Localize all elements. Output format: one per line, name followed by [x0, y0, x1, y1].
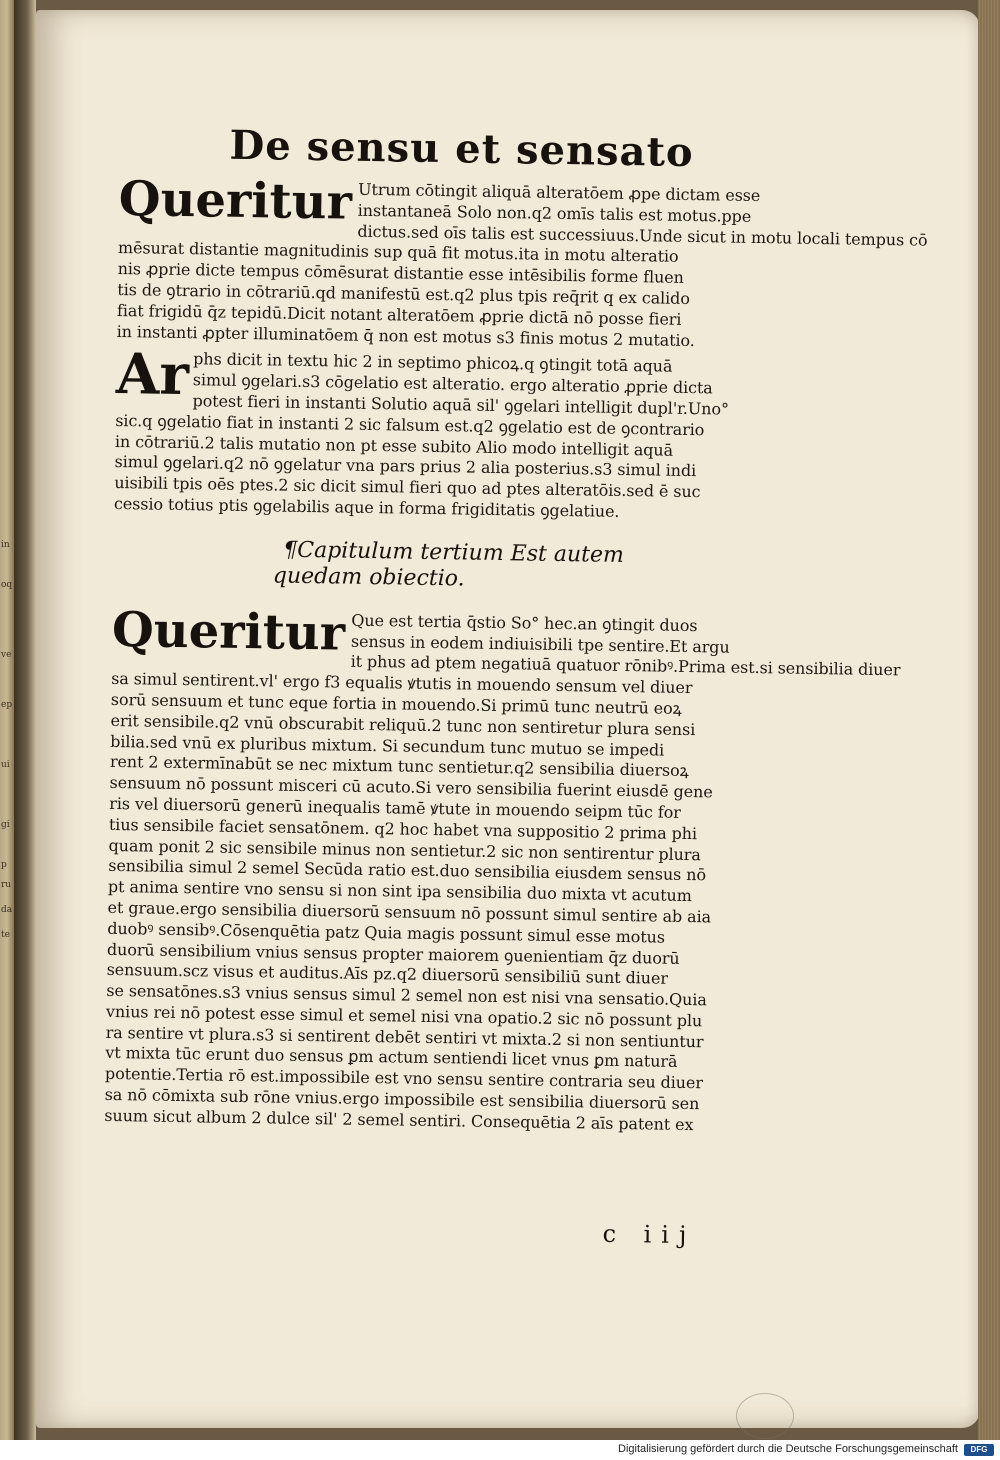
text-line: cessio totius ptis ꝯgelabilis aque in forma frigiditatis ꝯgelatiue.: [113, 493, 620, 521]
funding-notice[interactable]: Digitalisierung gefördert durch die Deutsche Forschungsgemeinschaft: [618, 1443, 958, 1455]
text-line: bilia.sed vnū ex pluribus mixtum. Si secundum tunc mutuo se impedi: [110, 731, 665, 760]
signature-mark: c iij: [602, 1219, 697, 1250]
text-line: duobꝰ sensibꝰ.Cōsenquētia patz Quia magis possunt simul esse motus: [107, 918, 666, 947]
text-line: potest fieri in instanti Solutio aquā sil' ꝯgelari intelligit dupl'r.Uno°: [192, 391, 730, 419]
paper-hole: [736, 1393, 794, 1439]
dfg-logo[interactable]: DFG: [964, 1444, 994, 1456]
text-line: fiat frigidū q̄z tepidū.Dicit notant alteratōem ꝓprie dictā nō posse fieri: [116, 300, 682, 329]
text-line: dictus.sed oīs talis est successiuus.Unde sicut in motu locali tempus cō: [357, 221, 928, 250]
text-line: rent 2 extermīnabūt se nec mixtum tunc sentietur.q2 sensibilia diuersoꝝ: [109, 752, 689, 781]
footer-bar: [0, 1440, 1000, 1460]
text-line: sensuum nō possunt misceri cū acuto.Si vero sensibilia fuerint eiusdē gene: [109, 773, 713, 802]
text-line: pt anima sentire vno sensu si non sint ipa sensibilia duo mixta vt acutum: [107, 877, 692, 906]
heading-line: ¶Capitulum tertium Est autem: [283, 537, 625, 568]
text-line: sic.q ꝯgelatio fiat in instanti 2 sic falsum est.q2 ꝯgelatio est de ꝯcontrario: [115, 410, 705, 439]
text-line: Utrum cōtingit aliquā alteratōem ꝓpe dictam esse: [357, 179, 761, 206]
text-line: phs dicit in textu hic 2 in septimo phicoꝝ.q ꝯtingit totā aquā: [193, 349, 673, 377]
fragment: ui: [1, 760, 10, 770]
chapter-heading: [272, 537, 754, 596]
book-gutter: [14, 0, 36, 1440]
text-line: sa nō cōmixta sub rōne vnius.ergo impossibile est sensibilia diuersorū sen: [104, 1084, 700, 1114]
page-text: [103, 120, 928, 1250]
text-line: mēsurat distantie magnitudinis sup quā fit motus.ita in motu alteratio: [117, 238, 679, 267]
text-line: sensus in eodem indiuisibili tpe sentire.Et argu: [350, 631, 730, 657]
text-line: et graue.ergo sensibilia diuersorū sensuum nō possunt simul sentire ab aia: [107, 897, 712, 927]
text-line: quam ponit 2 sic sensibile minus non sentietur.2 sic non sentirentur plura: [108, 835, 701, 864]
text-line: uisibili tpis oēs ptes.2 sic dicit simul fieri quo ad ptes alteratōis.sed ē suc: [114, 473, 701, 502]
fragment: da: [1, 905, 13, 915]
question-block-2: [113, 341, 757, 524]
text-line: tis de ꝯtrario in cōtrariū.qd manifestū est.q2 plus tpis req̄rit q ex calido: [117, 279, 690, 308]
text-line: nis ꝓprie dicte tempus cōmēsurat distantie esse intēsibilis forme fluen: [117, 259, 684, 288]
text-line: potentie.Tertia rō est.impossibile est vno sensu sentire contraria seu diuer: [104, 1064, 704, 1093]
text-line: Que est tertia q̄stio So° hec.an ꝯtingit duos: [351, 610, 698, 635]
fragment: gi: [1, 820, 10, 830]
fragment: oq: [1, 580, 13, 590]
text-line: simul ꝯgelari.q2 nō ꝯgelatur vna pars prius 2 alia posterius.s3 simul indi: [114, 452, 697, 481]
page-edges: [978, 0, 1000, 1440]
fragment: ve: [1, 650, 12, 660]
text-line: ra sentire vt plura.s3 si sentirent debēt sentiri vt mixta.2 si non sentiuntur: [105, 1022, 704, 1051]
text-line: vnius rei nō potest esse simul et semel nisi vna opatio.2 sic nō possunt plu: [105, 1001, 703, 1031]
text-line: sorū sensuum et tunc eque fortia in mouendo.Si primū tunc neutrū eoꝝ: [110, 689, 682, 718]
fragment: te: [1, 930, 10, 940]
text-line: ris vel diuersorū generū inequalis tamē ꝟtute in mouendo seipm tūc for: [109, 793, 681, 822]
text-line: it phus ad ptem negatiuā quatuor rōnibꝰ.Prima est.si sensibilia diuer: [350, 652, 901, 680]
text-line: sensuum.scz visus et auditus.Aīs pz.q2 diuersorū sensibiliū sunt diuer: [106, 960, 668, 989]
fragment: ep: [1, 700, 13, 710]
text-line: se sensatōnes.s3 vnius sensus simul 2 semel non est nisi vna sensatio.Quia: [106, 980, 707, 1010]
fragment: in: [1, 540, 10, 550]
question-block-3: [104, 601, 901, 1137]
page-title: De sensu et sensato: [229, 121, 695, 177]
fragment: ru: [1, 880, 12, 890]
text-line: vt mixta tūc erunt duo sensus ꝑm actum sentiendi licet vnus ꝑm naturā: [105, 1043, 678, 1072]
text-line: tius sensibile faciet sensatōnem. q2 hoc habet vna suppositio 2 prima phi: [108, 814, 698, 843]
text-line: sa simul sentirent.vl' ergo f3 equalis ꝟtutis in mouendo sensum vel diuer: [111, 669, 693, 698]
decorated-initial: Queritur: [118, 170, 353, 231]
heading-line: quedam obiectio.: [272, 563, 465, 592]
decorated-initial: Ar: [115, 341, 190, 409]
text-line: in instanti ꝓpter illuminatōem q̄ non est motus s3 finis motus 2 mutatio.: [116, 321, 695, 350]
text-line: simul ꝯgelari.s3 cōgelatio est alteratio. ergo alteratio ꝓprie dicta: [192, 370, 713, 398]
question-block-1: [116, 170, 928, 352]
fragment: p: [1, 860, 7, 870]
text-line: in cōtrariū.2 talis mutatio non pt esse subito Alio modo intelligit aquā: [114, 431, 674, 460]
facing-page-fragments: [0, 0, 14, 1440]
text-line: duorū sensibilium vnius sensus propter maiorem ꝯuenientiam q̄z duorū: [106, 939, 680, 968]
decorated-initial: Queritur: [111, 601, 346, 662]
text-line: instantaneā Solo non.q2 omīs talis est motus.ppe: [357, 200, 752, 226]
text-line: suum sicut album 2 dulce sil' 2 semel sentiri. Consequētia 2 aīs patent ex: [104, 1105, 694, 1135]
text-line: sensibilia simul 2 semel Secūda ratio est.duo sensibilia eiusdem sensus nō: [108, 856, 707, 885]
text-line: erit sensibile.q2 vnū obscurabit reliquū.2 tunc non sentiretur plura sensi: [110, 710, 696, 739]
